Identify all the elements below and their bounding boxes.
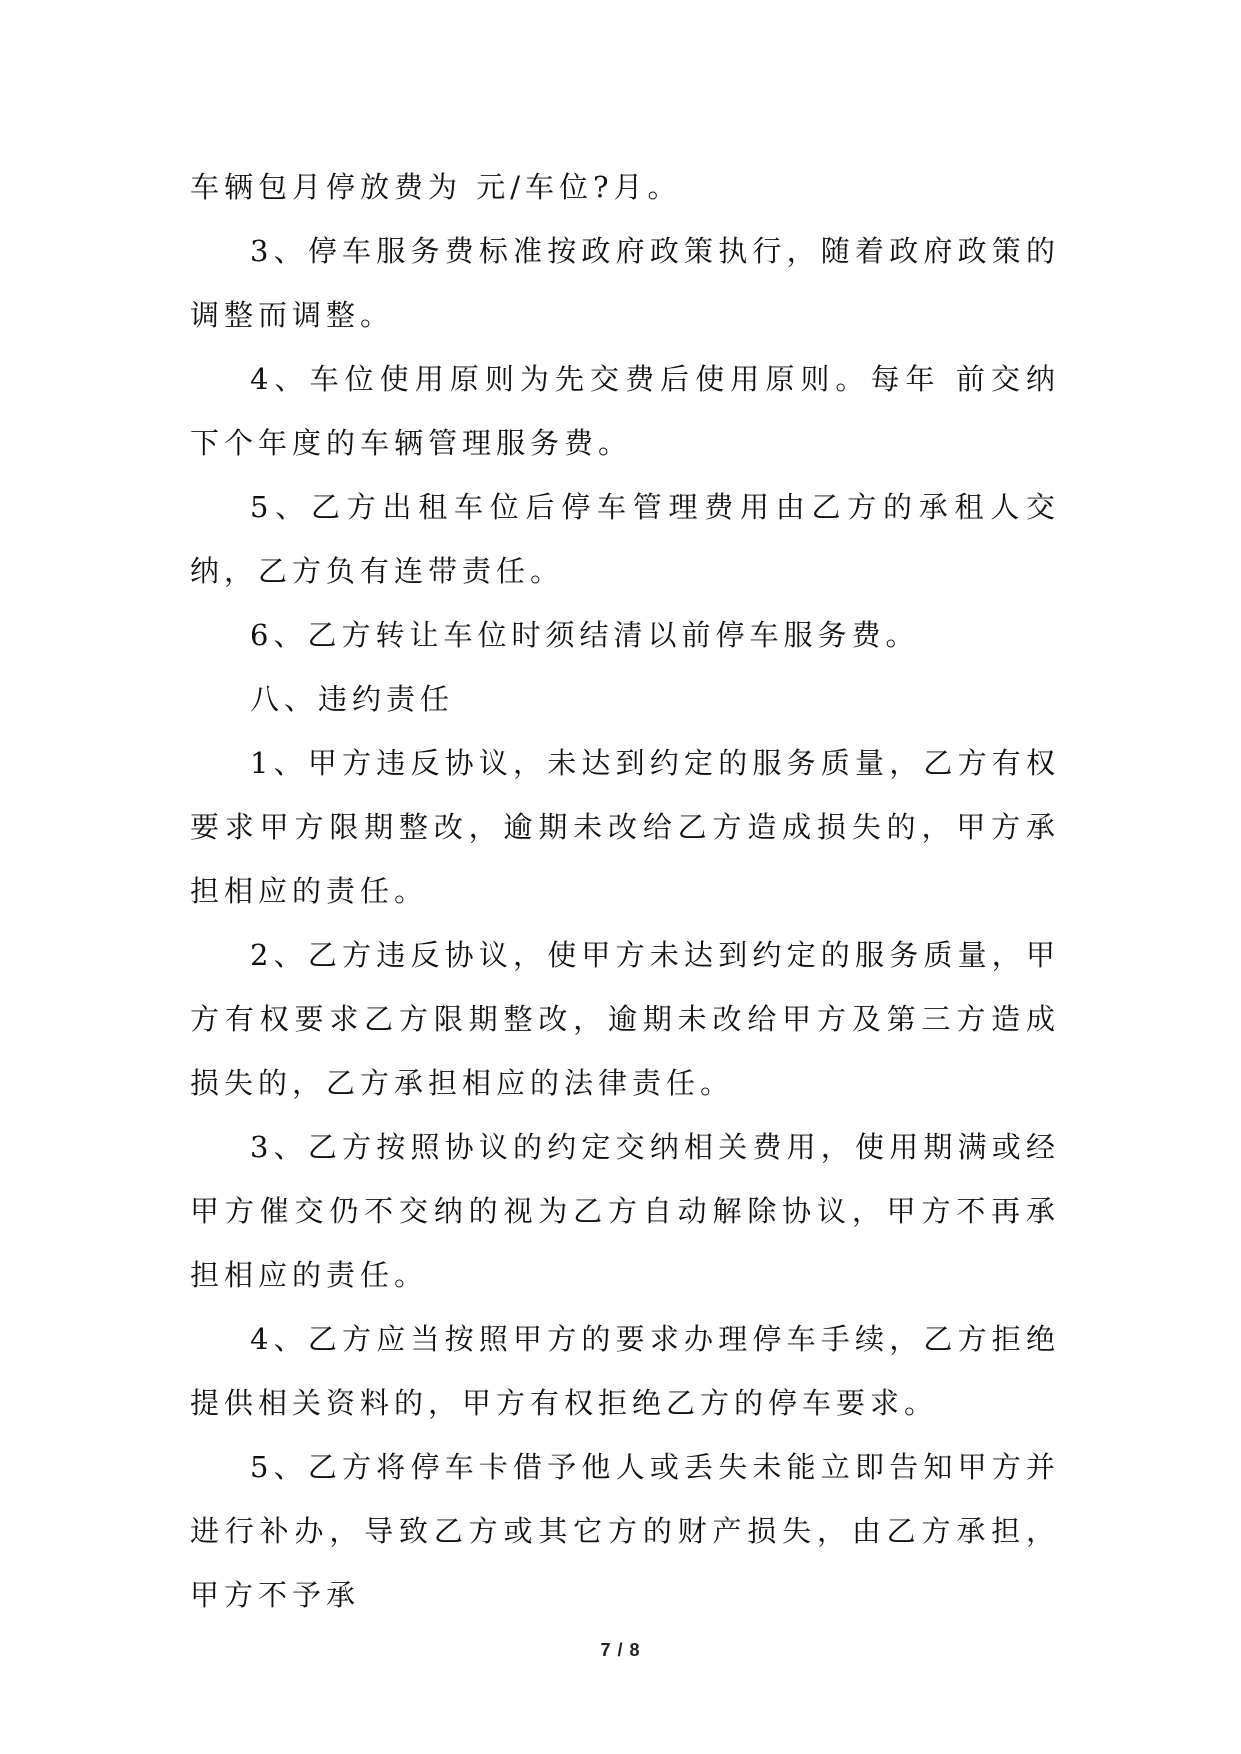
paragraph-item-3-fee-standard: 3、停车服务费标准按政府政策执行，随着政府政策的调整而调整。: [190, 234, 1060, 332]
document-body: [190, 155, 1060, 1627]
paragraph-item-5-rental: 5、乙方出租车位后停车管理费用由乙方的承租人交纳，乙方负有连带责任。: [190, 490, 1060, 588]
paragraph-item-6-transfer: 6、乙方转让车位时须结清以前停车服务费。: [250, 618, 920, 652]
paragraph-breach-3: 3、乙方按照协议的约定交纳相关费用，使用期满或经甲方催交仍不交纳的视为乙方自动解除协议，甲方不再承担相应的责任。: [190, 1130, 1060, 1292]
page-number: 7 / 8: [600, 1640, 641, 1660]
paragraph-breach-2: 2、乙方违反协议，使甲方未达到约定的服务质量，甲方有权要求乙方限期整改，逾期未改给甲方及第三方造成损失的，乙方承担相应的法律责任。: [190, 938, 1060, 1100]
paragraph-breach-5: 5、乙方将停车卡借予他人或丢失未能立即告知甲方并进行补办，导致乙方或其它方的财产损失，由乙方承担，甲方不予承: [190, 1450, 1060, 1612]
paragraph-breach-1: 1、甲方违反协议，未达到约定的服务质量，乙方有权要求甲方限期整改，逾期未改给乙方造成损失的，甲方承担相应的责任。: [190, 746, 1060, 908]
paragraph-breach-4: 4、乙方应当按照甲方的要求办理停车手续，乙方拒绝提供相关资料的，甲方有权拒绝乙方的停车要求。: [190, 1322, 1060, 1420]
section-heading-breach: 八、违约责任: [250, 682, 455, 716]
paragraph-fee-monthly: 车辆包月停放费为 元/车位?月。: [190, 170, 682, 204]
paragraph-item-4-usage-principle: 4、车位使用原则为先交费后使用原则。每年 前交纳下个年度的车辆管理服务费。: [190, 362, 1060, 460]
